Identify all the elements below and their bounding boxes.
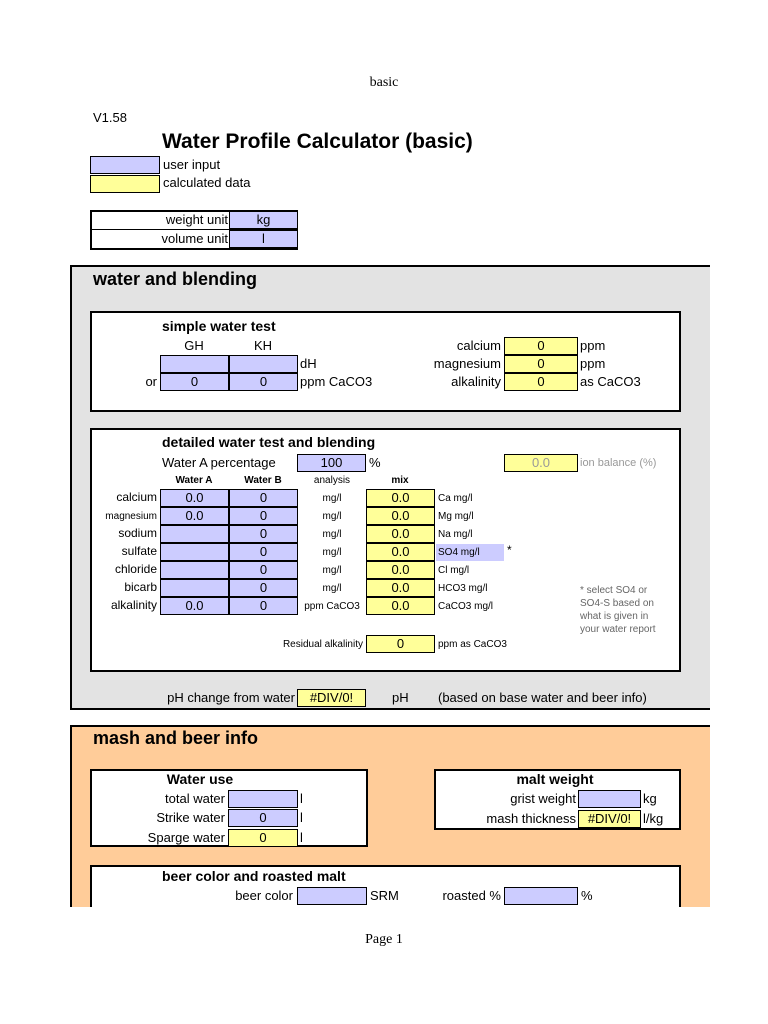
mash-section-title: mash and beer info [93, 728, 259, 748]
row-chloride-mix-unit: Cl mg/l [438, 565, 470, 576]
analysis-header: analysis [313, 475, 351, 486]
sparge-water-label: Sparge water [147, 830, 225, 845]
volume-unit-input[interactable]: l [229, 230, 298, 248]
row-calcium-unit: mg/l [322, 493, 342, 504]
row-magnesium-label: magnesium [105, 511, 157, 522]
kh-header: KH [253, 338, 273, 353]
weight-unit-label: weight unit [165, 212, 228, 227]
row-chloride-water-a[interactable] [160, 561, 229, 579]
total-water-unit: l [300, 791, 303, 806]
note-line: your water report [580, 624, 656, 635]
mash-thickness-unit: l/kg [643, 811, 664, 826]
magnesium-label: magnesium [433, 356, 501, 371]
water-a-pct-input[interactable]: 100 [297, 454, 366, 472]
row-bicarb-unit: mg/l [322, 583, 342, 594]
malt-weight-title: malt weight [516, 771, 594, 787]
detailed-test-title: detailed water test and blending [162, 434, 376, 450]
legend-user-input-swatch [90, 156, 160, 174]
legend-user-input-label: user input [163, 157, 221, 172]
row-sodium-unit: mg/l [322, 529, 342, 540]
calcium-value: 0 [504, 337, 578, 355]
water-a-pct-unit: % [369, 455, 381, 470]
row-sulfate-label: sulfate [121, 544, 157, 558]
sulfate-note [580, 584, 656, 636]
alkalinity-unit: as CaCO3 [580, 374, 641, 389]
row-magnesium-unit: mg/l [322, 511, 342, 522]
sulfate-asterisk: * [507, 543, 512, 557]
legend-calculated-swatch [90, 175, 160, 193]
ph-unit: pH [392, 690, 409, 705]
sparge-water-value: 0 [228, 829, 298, 847]
beer-color-label: beer color [235, 888, 293, 903]
row-sodium-water-a[interactable] [160, 525, 229, 543]
alkalinity-value: 0 [504, 373, 578, 391]
row-calcium-water-a[interactable]: 0.0 [160, 489, 229, 507]
beer-color-title: beer color and roasted malt [162, 868, 346, 884]
beer-color-input[interactable] [297, 887, 367, 905]
row-magnesium-mix: 0.0 [366, 507, 435, 525]
grist-weight-input[interactable] [578, 790, 641, 808]
simple-test-title: simple water test [162, 318, 276, 334]
row-sulfate-mix: 0.0 [366, 543, 435, 561]
mix-header: mix [391, 475, 409, 486]
row-alkalinity-water-a[interactable]: 0.0 [160, 597, 229, 615]
ion-balance-value: 0.0 [504, 454, 578, 472]
sulfate-unit-select[interactable]: SO4 mg/l [436, 544, 504, 561]
note-line: what is given in [580, 611, 649, 622]
page-number: Page 1 [365, 932, 403, 947]
row-magnesium-water-a[interactable]: 0.0 [160, 507, 229, 525]
volume-unit-label: volume unit [161, 231, 228, 246]
row-bicarb-mix: 0.0 [366, 579, 435, 597]
sparge-water-unit: l [300, 830, 303, 845]
dh-unit-label: dH [300, 356, 317, 371]
water-b-header: Water B [244, 475, 282, 486]
row-sulfate-water-b[interactable]: 0 [229, 543, 298, 561]
calcium-label: calcium [456, 338, 501, 353]
grist-weight-unit: kg [643, 791, 657, 806]
ph-note: (based on base water and beer info) [438, 690, 647, 705]
row-magnesium-water-b[interactable]: 0 [229, 507, 298, 525]
row-alkalinity-label: alkalinity [110, 598, 157, 612]
row-magnesium-mix-unit: Mg mg/l [438, 511, 474, 522]
grist-weight-label: grist weight [510, 791, 576, 806]
kh-ppm-input[interactable]: 0 [229, 373, 298, 391]
residual-alkalinity-value: 0 [366, 635, 435, 653]
ppm-caco3-label: ppm CaCO3 [300, 374, 373, 389]
legend-calculated-label: calculated data [163, 175, 251, 190]
roasted-label: roasted % [442, 888, 501, 903]
strike-water-unit: l [300, 810, 303, 825]
row-calcium-water-b[interactable]: 0 [229, 489, 298, 507]
row-sodium-label: sodium [118, 526, 157, 540]
total-water-input[interactable] [228, 790, 298, 808]
row-alkalinity-unit: ppm CaCO3 [304, 601, 360, 612]
gh-header: GH [184, 338, 204, 353]
roasted-input[interactable] [504, 887, 578, 905]
ph-change-label: pH change from water [167, 690, 295, 705]
water-section-title: water and blending [93, 269, 258, 289]
row-sodium-mix: 0.0 [366, 525, 435, 543]
residual-alkalinity-unit: ppm as CaCO3 [438, 639, 507, 650]
row-sulfate-unit: mg/l [322, 547, 342, 558]
alkalinity-label: alkalinity [451, 374, 501, 389]
magnesium-unit: ppm [580, 356, 606, 371]
row-alkalinity-water-b[interactable]: 0 [229, 597, 298, 615]
total-water-label: total water [165, 791, 225, 806]
strike-water-label: Strike water [156, 810, 225, 825]
roasted-unit: % [581, 888, 593, 903]
row-sulfate-water-a[interactable] [160, 543, 229, 561]
page-title: Water Profile Calculator (basic) [162, 130, 473, 153]
ion-balance-label: ion balance (%) [580, 457, 657, 469]
row-chloride-mix: 0.0 [366, 561, 435, 579]
water-a-pct-label: Water A percentage [162, 455, 276, 470]
gh-ppm-input[interactable]: 0 [160, 373, 229, 391]
row-calcium-mix: 0.0 [366, 489, 435, 507]
version-label: V1.58 [93, 110, 127, 125]
note-line: SO4-S based on [580, 598, 654, 609]
row-calcium-label: calcium [116, 490, 157, 504]
row-bicarb-water-b[interactable]: 0 [229, 579, 298, 597]
ph-change-value: #DIV/0! [297, 689, 366, 707]
strike-water-input[interactable]: 0 [228, 809, 298, 827]
sheet-name: basic [369, 75, 399, 90]
or-label: or [145, 374, 157, 389]
units-box [90, 210, 298, 250]
row-alkalinity-mix-unit: CaCO3 mg/l [438, 601, 494, 612]
row-chloride-water-b[interactable]: 0 [229, 561, 298, 579]
kh-dh-input[interactable] [229, 355, 298, 373]
mash-thickness-value: #DIV/0! [578, 810, 641, 828]
water-a-header: Water A [175, 475, 213, 486]
row-chloride-unit: mg/l [322, 565, 342, 576]
row-chloride-label: chloride [114, 562, 157, 576]
magnesium-value: 0 [504, 355, 578, 373]
beer-color-unit: SRM [370, 888, 399, 903]
row-bicarb-label: bicarb [124, 580, 157, 594]
note-line: * select SO4 or [580, 585, 648, 596]
row-sodium-mix-unit: Na mg/l [438, 529, 473, 540]
row-bicarb-mix-unit: HCO3 mg/l [438, 583, 488, 594]
row-sodium-water-b[interactable]: 0 [229, 525, 298, 543]
row-alkalinity-mix: 0.0 [366, 597, 435, 615]
gh-dh-input[interactable] [160, 355, 229, 373]
row-bicarb-water-a[interactable] [160, 579, 229, 597]
calcium-unit: ppm [580, 338, 606, 353]
weight-unit-input[interactable]: kg [229, 211, 298, 229]
row-calcium-mix-unit: Ca mg/l [438, 493, 473, 504]
residual-alkalinity-label: Residual alkalinity [282, 639, 363, 650]
mash-thickness-label: mash thickness [486, 811, 576, 826]
water-use-title: Water use [166, 771, 234, 787]
